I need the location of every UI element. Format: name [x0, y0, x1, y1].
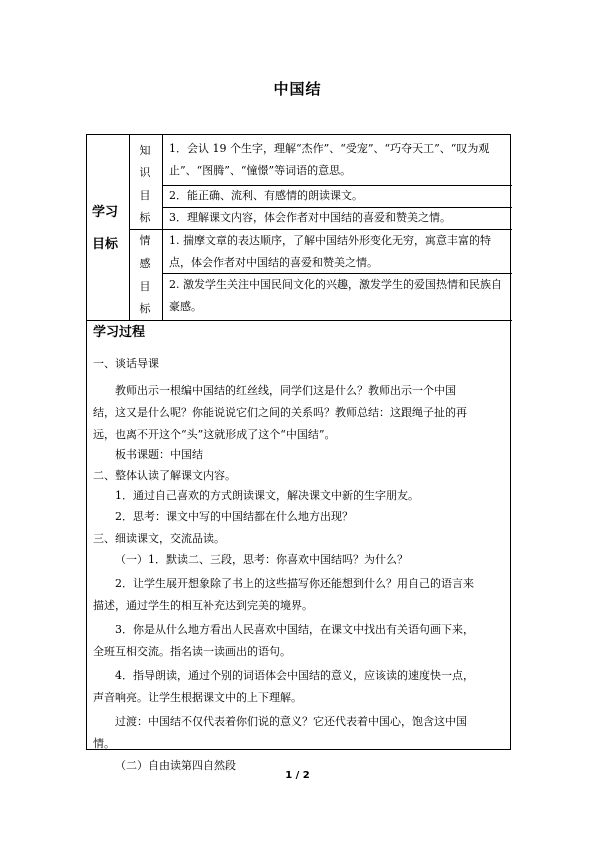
process-line: 2．思考：课文中写的中国结都在什么地方出现？: [115, 510, 353, 523]
process-line: 声音响亮。让学生根据课文中的上下理解。: [93, 691, 302, 704]
category-char: 标: [139, 211, 151, 224]
divider: [87, 320, 512, 321]
category-char: 识: [139, 166, 151, 179]
objective-item: 3．理解课文内容，体会作者对中国结的喜爱和赞美之情。: [169, 211, 451, 224]
process-line: 一、谈话导课: [93, 357, 159, 370]
divider: [162, 135, 163, 320]
process-line: 4．指导朗读，通过个别的词语体会中国结的意义，应该读的速度快一点，: [115, 669, 474, 682]
category-char: 感: [139, 257, 151, 270]
process-line: 描述，通过学生的相互补充达到完美的境界。: [93, 599, 313, 612]
lesson-table: [86, 134, 511, 772]
process-line: 二、整体认读了解课文内容。: [93, 469, 236, 482]
process-line: 过渡：中国结不仅代表着你们说的意义？它还代表着中国心，饱含这中国: [115, 715, 467, 728]
process-line: 全班互相交流。指名读一读画出的语句。: [93, 645, 291, 658]
process-line: 板书课题：中国结: [115, 448, 203, 461]
process-line: 3．你是从什么地方看出人民喜欢中国结，在课文中找出有关语句画下来，: [115, 623, 474, 636]
process-line: 2．让学生展开想象除了书上的这些描写你还能想到什么？用自己的语言来: [115, 577, 474, 590]
process-line: 结，这又是什么呢？你能说说它们之间的关系吗？教师总结：这跟绳子扯的再: [93, 406, 467, 419]
objective-item: 2．能正确、流利、有感情的朗读课文。: [169, 189, 363, 202]
process-line: 远，也离不开这个“头”这就形成了这个“中国结”。: [93, 428, 336, 441]
objective-item: 2. 激发学生关注中国民间文化的兴趣，激发学生的爱国热情和民族自豪感。: [169, 278, 502, 313]
category-char: 知: [139, 144, 151, 157]
process-line: （一）1．默读二、三段，思考：你喜欢中国结吗？为什么？: [115, 553, 408, 566]
category-char: 目: [139, 280, 151, 293]
objectives-label-line1: 学习: [92, 205, 119, 220]
objective-item: 1. 揣摩文章的表达顺序，了解中国结外形变化无穷，寓意丰富的特点，体会作者对中国结的喜爱和赞美之情。: [169, 234, 491, 269]
process-line: （二）自由读第四自然段: [115, 759, 236, 772]
process-line: 1．通过自己喜欢的方式朗读课文，解决课文中新的生字朋友。: [115, 489, 419, 502]
process-line: 情。: [93, 737, 115, 750]
category-char: 情: [139, 234, 151, 247]
page-title: 中国结: [273, 80, 322, 98]
category-char: 标: [139, 302, 151, 315]
page-number: 1 / 2: [285, 770, 310, 781]
process-line: 三、细读课文，交流品读。: [93, 532, 225, 545]
objective-item: 1．会认 19 个生字，理解“杰作”、“受宠”、“巧夺天工”、“叹为观止”、“图腾”、“憧憬”等词语的意思。: [169, 142, 490, 177]
objectives-label-line2: 目标: [92, 237, 119, 252]
process-title: 学习过程: [93, 325, 146, 340]
divider: [129, 135, 130, 320]
category-char: 目: [139, 189, 151, 202]
process-line: 教师出示一根编中国结的红丝线，同学们这是什么？教师出示一个中国: [115, 384, 456, 397]
